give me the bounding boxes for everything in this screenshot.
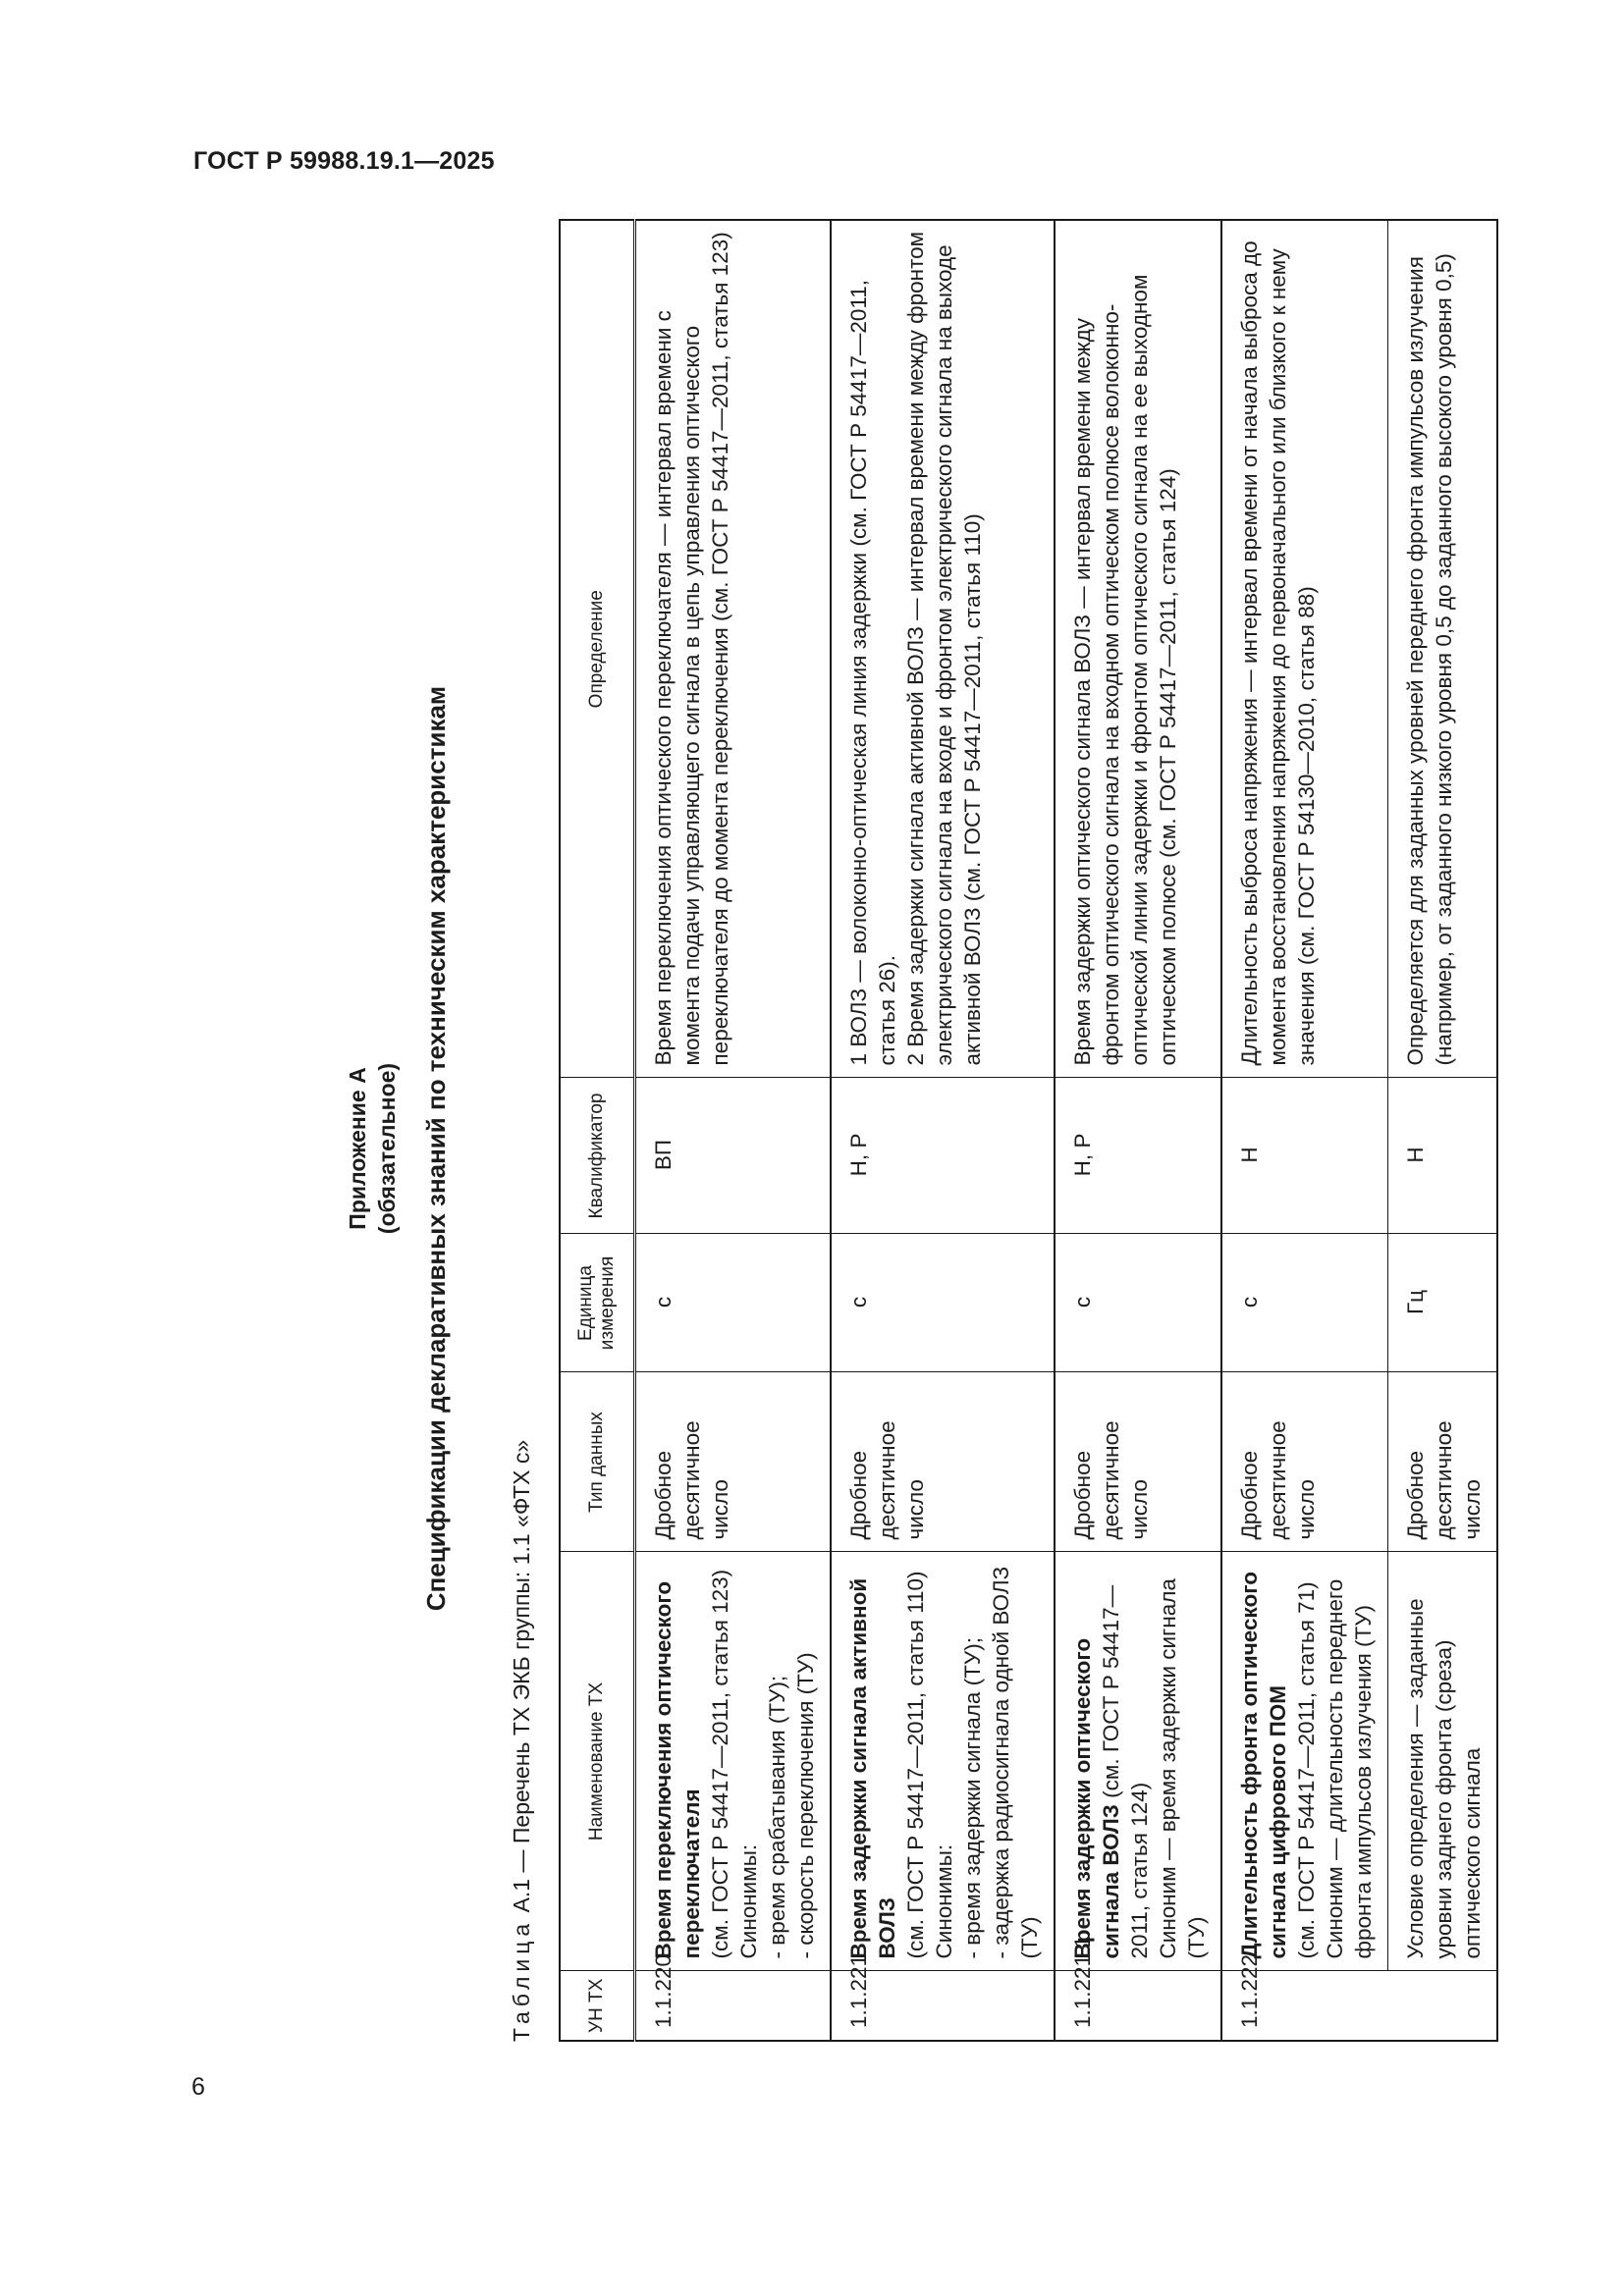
cell-unit: с: [831, 1234, 1055, 1372]
table-row: [635, 220, 832, 2041]
cell-qualifier: Н, Р: [831, 1078, 1055, 1234]
cell-unit: Гц: [1388, 1234, 1498, 1372]
cell-definition: Длительность выброса напряжения — интервал времени от начала выброса до момента восстановления напряжения до первоначального или близкого к нему значения (см. ГОСТ Р 54130—2010, статья 88): [1221, 220, 1388, 1078]
cell-name-ref: (см. ГОСТ Р 54417—2011, статья 123) Синонимы: - время срабатывания (ТУ); - скорость переключения (ТУ): [708, 1569, 818, 1959]
header-name: Наименование ТХ: [560, 1552, 635, 1971]
table-caption: [509, 1440, 535, 2042]
table-caption-text: А.1 — Перечень ТХ ЭКБ группы: 1.1 «ФТХ с»: [509, 1439, 534, 1913]
cell-name-ref: (см. ГОСТ Р 54417—2011, статья 124) Синоним — время задержки сигнала (ТУ): [1099, 1578, 1209, 1959]
cell-definition: Определяется для заданных уровней переднего фронта импульсов излучения (например, от заданного низкого уровня 0,5 до заданного высокого уровня 0,5): [1388, 220, 1498, 1078]
header-unit-line1: Единица: [575, 1265, 596, 1341]
cell-type: Дробное десятичное число: [635, 1372, 832, 1552]
cell-qualifier: Н: [1388, 1078, 1498, 1234]
cell-type: Дробное десятичное число: [1221, 1372, 1388, 1552]
cell-name-bold: Длительность фронта оптического сигнала цифрового ПОМ: [1237, 1571, 1290, 1959]
cell-name-ref: (см. ГОСТ Р 54417—2011, статья 110) Синонимы: - время задержки сигнала (ТУ); - задержка радиосигнала одной ВОЛЗ (ТУ): [903, 1566, 1042, 1959]
header-unit-line2: измерения: [597, 1255, 618, 1351]
header-unit: [560, 1234, 635, 1372]
cell-definition: Время переключения оптического переключателя — интервал времени с момента подачи управляющего сигнала в цепь управления оптического переключателя до момента переключения (см. ГОСТ Р 54417—2011, статья 123): [635, 220, 832, 1078]
cell-code: 1.1.222: [1221, 1971, 1497, 2041]
table-row: [1055, 220, 1221, 2041]
header-type: Тип данных: [560, 1372, 635, 1552]
header-qualifier: Квалификатор: [560, 1078, 635, 1234]
page-number: 6: [191, 2073, 205, 2101]
cell-definition: 1 ВОЛЗ — волоконно-оптическая линия задержки (см. ГОСТ Р 54417—2011, статья 26). 2 Время задержки сигнала активной ВОЛЗ — интервал времени между фронтом электрического сигнала на входе и фронтом электрического сигнала на выходе активной ВОЛЗ (см. ГОСТ Р 54417—2011, статья 110): [831, 220, 1055, 1078]
cell-unit: с: [1055, 1234, 1221, 1372]
cell-qualifier: Н: [1221, 1078, 1388, 1234]
table-row: [831, 220, 1055, 2041]
cell-code: 1.1.221.1: [1055, 1971, 1221, 2041]
cell-name-bold: Время переключения оптического переключателя: [651, 1580, 704, 1959]
spec-table: [559, 219, 1498, 2042]
appendix-label: Приложение А: [345, 1067, 370, 1230]
cell-name: Условие определения — заданные уровни заднего фронта (среза) оптического сигнала: [1388, 1552, 1498, 1971]
table-row: [1221, 220, 1388, 2041]
document-header: ГОСТ Р 59988.19.1—2025: [193, 147, 495, 175]
header-definition: Определение: [560, 220, 635, 1078]
cell-qualifier: ВП: [635, 1078, 832, 1234]
cell-definition: Время задержки оптического сигнала ВОЛЗ — интервал времени между фронтом оптического сигнала на входном оптическом полюсе волоконно-оптической линии задержки и фронтом оптического сигнала на ее выходном оптическом полюсе (см. ГОСТ Р 54417—2011, статья 124): [1055, 220, 1221, 1078]
cell-name: [1055, 1552, 1221, 1971]
cell-name: [1221, 1552, 1388, 1971]
appendix-title: [343, 236, 402, 2061]
table-caption-word: Таблица: [509, 1918, 534, 2042]
cell-name-ref: (см. ГОСТ Р 54417—2011, статья 71) Синоним — длительность переднего фронта импульсов излучения (ТУ): [1294, 1578, 1376, 1959]
cell-name: [831, 1552, 1055, 1971]
cell-code: 1.1.221: [831, 1971, 1055, 2041]
cell-unit: с: [635, 1234, 832, 1372]
cell-type: Дробное десятичное число: [1055, 1372, 1221, 1552]
cell-name-bold: Время задержки оптического сигнала ВОЛЗ: [1070, 1637, 1123, 1959]
header-code: УН ТХ: [560, 1971, 635, 2041]
appendix-status: (обязательное): [374, 1062, 400, 1235]
table-header-row: [560, 220, 635, 2041]
section-title: Спецификации декларативных знаний по техническим характеристикам: [421, 685, 451, 1612]
cell-code: 1.1.220: [635, 1971, 832, 2041]
cell-type: Дробное десятичное число: [831, 1372, 1055, 1552]
cell-name: [635, 1552, 832, 1971]
cell-name-bold: Время задержки сигнала активной ВОЛЗ: [846, 1577, 899, 1959]
rotated-content: [329, 231, 1546, 2061]
cell-qualifier: Н, Р: [1055, 1078, 1221, 1234]
cell-type: Дробное десятичное число: [1388, 1372, 1498, 1552]
table-row: [1388, 220, 1498, 2041]
cell-unit: с: [1221, 1234, 1388, 1372]
